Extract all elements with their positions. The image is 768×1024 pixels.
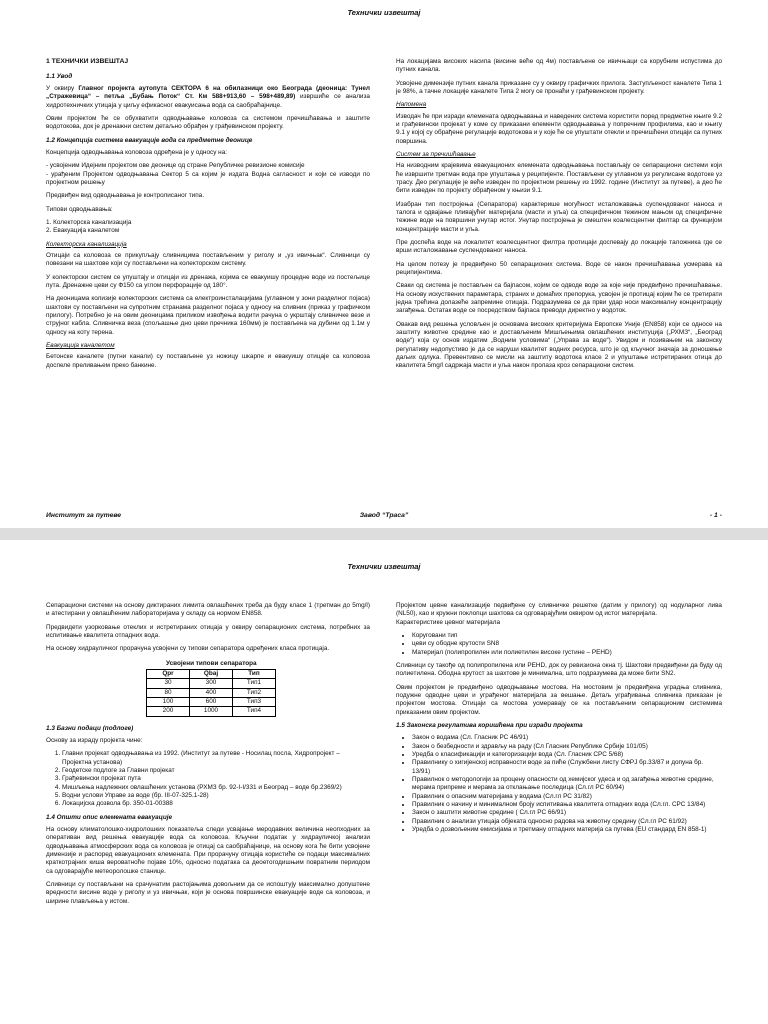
subheading: Колекторска канализација (46, 240, 127, 248)
page1-left-column (46, 58, 370, 375)
source-list (46, 750, 370, 808)
list-item: 3. Грађевински пројекат пута (62, 775, 370, 783)
subheading: Систем за пречишћавање (396, 150, 476, 158)
page-footer (46, 512, 722, 519)
list-item: • Материјал (полипропилен или полиетилен високе густине – PEHD) (412, 649, 722, 657)
list-item: • Правилник о начину и минималном броју испитивања квалитета отпадних вода (Сл.гл. СРС 13/84) (412, 801, 722, 809)
page-header: Технички извештај (347, 8, 421, 17)
paragraph: Предвидети узорковање отеклих и истретираних отицаја у оквиру сепарационих система, потребних за испитивање квалитета отпадних вода. (46, 623, 370, 639)
paragraph: На деоницама колизије колекторских система са електроинсталацијама (углавном у зони разделног појаса) шахтови су постављени на супротним странама разделног појаса у односу на сливник (приказ у графичком прилогу). Потребно је на овим деоницама приликом извођења водити рачуна о укрштају сливничке везе и струјног кабла. Сливничка веза (спољашње дно цеви пречника 160мм) је постављена на дубини од 1.1м у односу на коту терена. (46, 295, 370, 336)
paragraph: Изводач ће при изради елемената одводњавања и наведених система користити поред предметне књиге 9.2 и грађевински пројекат у коме су приказани елементи одводњавања у попречним профилима, као и књигу 9.1 у којој су обрађене регулације водотокова и у које ће се упуштати отекли и пречишћени отицаји са путних површина. (396, 112, 722, 145)
paragraph: Сепарациони системи на основу диктираних лимита овлашћених треба да буду класе 1 (третман до 5mg/l) и атестирани у овлашћеним лабораторијама у складу са нормом EN858. (46, 602, 370, 618)
table-cell: 1000 (190, 707, 233, 716)
table-cell: Тип1 (233, 679, 276, 688)
paragraph: Пре доспећа воде на локалитет коалесцентног филтра протицаји доспевају до локације таложника где се врши исталожавање суспендованог наноса. (396, 238, 722, 255)
section-heading: 1.4 Општи опис елемената евакуације (46, 813, 173, 821)
regulations-list (396, 734, 722, 834)
list-item: • Правилнок о методологији за процену опасности од хемијског удеса и од загађења животне средине, мерама припреме и мерама за отклањање последица (Сл.гл РС 60/94) (412, 776, 722, 793)
paragraph: У колекторски систем се упуштају и отицаји из дренажа, којима се евакуишу процедне воде из постељице пута. Дренажне цеви су Ф150 са углом перфорације од 180°. (46, 273, 370, 290)
separator-types-table (146, 669, 276, 717)
table-row (147, 697, 276, 706)
page1-right-column (396, 58, 722, 376)
list-item: 6. Локацијска дозвола бр. 350-01-00388 (62, 800, 370, 808)
list-item: 1. Главни пројекат одводњавања из 1992. (Институт за путеве - Носилац посла, Хидропројект – Пројектна установа) (62, 750, 370, 767)
paragraph: Предвиђен вид одводњавања је контролисаног типа. (46, 192, 205, 200)
table-cell: 600 (190, 697, 233, 706)
section-heading: 1.2 Концепција система евакуације вода са предметне деонице (46, 136, 253, 144)
table-row (147, 707, 276, 716)
subheading: Напомена (396, 101, 427, 109)
list-item: • Закон о заштити животне средине ( Сл.гл РС 66/91) (412, 809, 722, 817)
paragraph: Овакав вид решења условљен је основама високих критеријума Европске Уније (EN858) који се односе на заштиту животне средине као и достављеним Мишљењима овлашћених институција („РХМЗ“, „Београд воде“) која су основ издатим „Водним условима“ („Управа за воде“). Увидом и позивањем на законску регулативу недопустиво је да се наруши квалитет водних ресурса, што је од кључног значаја за доношење даљих одлука. Превентивно се мисли на заштиту водотока класе 2 и упуштање истретираних отица до квалитета 5mg/l садржаја масти и уља након пролаза кроз сепарациони систем. (396, 320, 722, 370)
table-cell: Тип2 (233, 688, 276, 697)
paragraph: Отицаји са коловоза се прикупљају сливницима постављеним у риголу и „уз ивичњак“. Сливници су повезани на шахтове који су постављени на колекторском систему. (46, 252, 370, 268)
list-item: • Уредба о класификацији и категоризацији вода (Сл. Гласник СРС 5/68) (412, 751, 722, 759)
paragraph: Овим пројектом је предвиђено одводњавање мостова. На мостовим је предвиђена уградња сливника, подужне одводне цеви и уграђеног материјала за вешање. Детаљ уграђивања сливника приказан је пројектом мостова. Отицаји са мостова усмеравају се ка постављеним сепарационим системима приказаним овим пројектом. (396, 683, 722, 716)
list-item: • Правилник о анализи утицаја објеката односно радова на животну средину (Сл.гл РС 61/92) (412, 818, 722, 826)
list-item: - урађеним Пројектом одводњавања Сектор 5 са којим је издата Водна сагласност и који се изводи по пројектном решењу (46, 170, 370, 187)
paragraph: На низводним крајевима евакуационих елемената одводњавања постављају се сепарациони системи који ће извршити третман вода пре упуштања у реципијенте. Постављени су углавном уз регулисане водотоке уз трасу. Део регулације је веће изведен по пројектном решењу из 1992. године (Институт за путеве), а део ће бити изведен по пројекту обрађеном у књизи 9.1. (396, 162, 722, 195)
table-cell: 300 (190, 679, 233, 688)
table-cell: 100 (147, 697, 190, 706)
list-item: 4. Мишљења надлежних овлашћених установа (РХМЗ бр. 92-I-I/331 и Београд – воде бр.2369/2) (62, 784, 370, 792)
paragraph: Пројектом цевне канализације педвиђене су сливничке решетке (датим у прилогу) од нодуларног лива (NL50), као и кружни поклопци шахтова са одговарајућим оквиром од истог материјала. (396, 602, 722, 618)
list-item: • Правилнику о хигијенској исправности воде за пиће (Службени листу СФРЈ бр.33/87 и допуна бр. 13/91) (412, 759, 722, 776)
list-item: 1. Колекторска канализација (46, 219, 132, 227)
paragraph: На основу климатолошко-хидролошких показатеља следи усвајање меродавних величина неопходних за оперативан вид решења евакуације вода са коловоза. Кључни податак у хидрауличкој анализи одводњавања атмосферских вода са коловоза је отицај са саобраћајнице, на основу кога ће бити усвојене димензије и распоред евакуационих елемената. При прорачуну отицаја користиће се подаци максималних краткотрајних киша вероватноће појаве 10%, односно података са деоетогодишњим повратним периодом са одговарајуће метеоролошке станице. (46, 825, 370, 875)
paragraph: Концепција одводњавања коловоза одређена је у односу на: (46, 149, 228, 157)
paragraph: Основу за израду пројекта чине: (46, 736, 143, 744)
list-item: • Закон о водама (Сл. Гласник РС 46/91) (412, 734, 722, 742)
footer-company: Завод “Траса” (359, 512, 409, 519)
page2-left-column (46, 602, 370, 911)
table-row (147, 679, 276, 688)
table-cell: Тип4 (233, 707, 276, 716)
list-item: • Закон о безбедности и здрављу на раду (Сл Гласник Републике Србије 101/05) (412, 743, 722, 751)
section-title: 1 ТЕХНИЧКИ ИЗВЕШТАЈ (46, 58, 129, 65)
table-cell: 80 (147, 688, 190, 697)
list-item: 2. Геодетске подлоге за Главни пројекат (62, 767, 370, 775)
page2-right-column (396, 602, 722, 839)
list-item: • Коруговани тип (412, 632, 722, 640)
paragraph: На основу хидрауличког прорачуна усвојени су типови сепаратора одређених класа протицаја. (46, 645, 330, 653)
paragraph: Сливници су постављани на срачунатим растојањима довољним да се испоштују максимално допуштене вредности висине воде у риголу и уз ивичњак, који је основа површинске евакуације воде са коловоза, и ширине плављења у истом. (46, 880, 370, 905)
section-heading: 1.3 Базни подаци (подлоге) (46, 724, 134, 732)
table-cell: 400 (190, 688, 233, 697)
section-heading: 1.1 Увод (46, 72, 73, 80)
paragraph: На локацијама високих насипа (висине веће од 4м) постављене се ивичњаци са корубним испустима до путних канала. (396, 58, 722, 74)
paragraph: Типови одводњавања: (46, 205, 113, 213)
paragraph: Усвојене димензије путних канала приказане су у оквиру графичких прилога. Заступљеност каналете Типа 1 је 98%, а тачне локације каналете Типа 2 могу се пронаћи у грађевинском пројекту. (396, 79, 722, 95)
page-number: - 1 - (709, 512, 722, 519)
column-header: Qbaj (190, 669, 233, 678)
paragraph: Сливници су такође од полипропилена или PEHD, док су ревизиона окна тј. Шахтови предвиђени да буду од полиетилена. Ободна крутост за шахтове је минимална, што подразумева да може бити SN2. (396, 661, 722, 678)
table-row (147, 688, 276, 697)
table-caption: Усвојени типови сепаратора (166, 659, 257, 667)
paragraph: Изабран тип постројења (Сепаратора) карактерише могућност исталожавања суспендованог наноса и талога и одвајање пливајућег материјала (масти и уља) са специфичном тежином мањом од специфичне тежине воде на површини унутар истог. Унутар постројења је смештен коалесцентни филтар са функцијом концентрације масти и уља. (396, 200, 722, 233)
table-cell: 200 (147, 707, 190, 716)
list-item: • Правилник о опасним материјама у водама (Сл.гл РС 31/82) (412, 793, 722, 801)
subheading: Евакуација каналетом (46, 342, 115, 350)
list-item: 5. Водни услови Управе за воде (бр. III-07-325.1-28) (62, 792, 370, 800)
column-header: Тип (233, 669, 276, 678)
paragraph: У оквиру Главног пројекта аутопута СЕКТОРА 6 на обилазници око Београда (деоница: Тунел „Стражевица“ – петља „Бубањ Поток“ Ст. Км 588+913,60 – 598+489,89) извршиће се анализа хидротехничких утицаја у циљу ефикасног евакуисања вода са саобраћајнице. (46, 85, 370, 109)
pipe-characteristics-list (396, 632, 722, 657)
paragraph: Сваки од система је постављен са бајпасом, којим се одводе воде за које није предвиђено пречишћавање. На основу искуствених параметара, страних и домаћих препорука, усвојен је протицај којим ће се третирати једна трећина долазеће запремине отицаја. Подразумева се да први удар носи максималну концентрацију загађења. Остатак воде се посредством бајпаса преводи директно у водоток. (396, 282, 722, 315)
paragraph: Бетонске каналете (путни канали) су постављене уз ножицу шкарпе и евакуишу отицаје са коловоза доспеле преливањем преко банкине. (46, 353, 370, 369)
page-separator (0, 528, 768, 540)
table-cell: Тип3 (233, 697, 276, 706)
paragraph: Овим пројектом ће се обухватити одводњавање коловоза са системом пречишћавања и заштите водотокова, док је дренажни систем детаљно обрађен у грађевинском пројекту. (46, 115, 370, 131)
paragraph: На целом потезу је предвиђено 50 сепарационих система. Воде се након пречишћавања усмерава ка реципијентима. (396, 260, 722, 276)
paragraph: Карактеристике цевног материјала (396, 618, 501, 626)
list-item: • цеви су ободне крутости SN8 (412, 640, 722, 648)
document-page-2 (0, 540, 768, 1024)
footer-institute: Институт за путеве (46, 512, 122, 519)
list-item: • Уредба о дозвољеним емисијама и третману отпадних материја са путева (EU стандард EN 858-1) (412, 826, 722, 834)
column-header: Qpr (147, 669, 190, 678)
section-heading: 1.5 Законска регулатива коришћена при изради пројекта (396, 721, 583, 729)
table-header-row (147, 669, 276, 678)
list-item: - усвојеним Идејним пројектом ове деонице од стране Републичке ревизионе комисије (46, 162, 305, 170)
page-header: Технички извештај (347, 562, 421, 571)
table-cell: 30 (147, 679, 190, 688)
list-item: 2. Евакуација каналетом (46, 227, 120, 235)
